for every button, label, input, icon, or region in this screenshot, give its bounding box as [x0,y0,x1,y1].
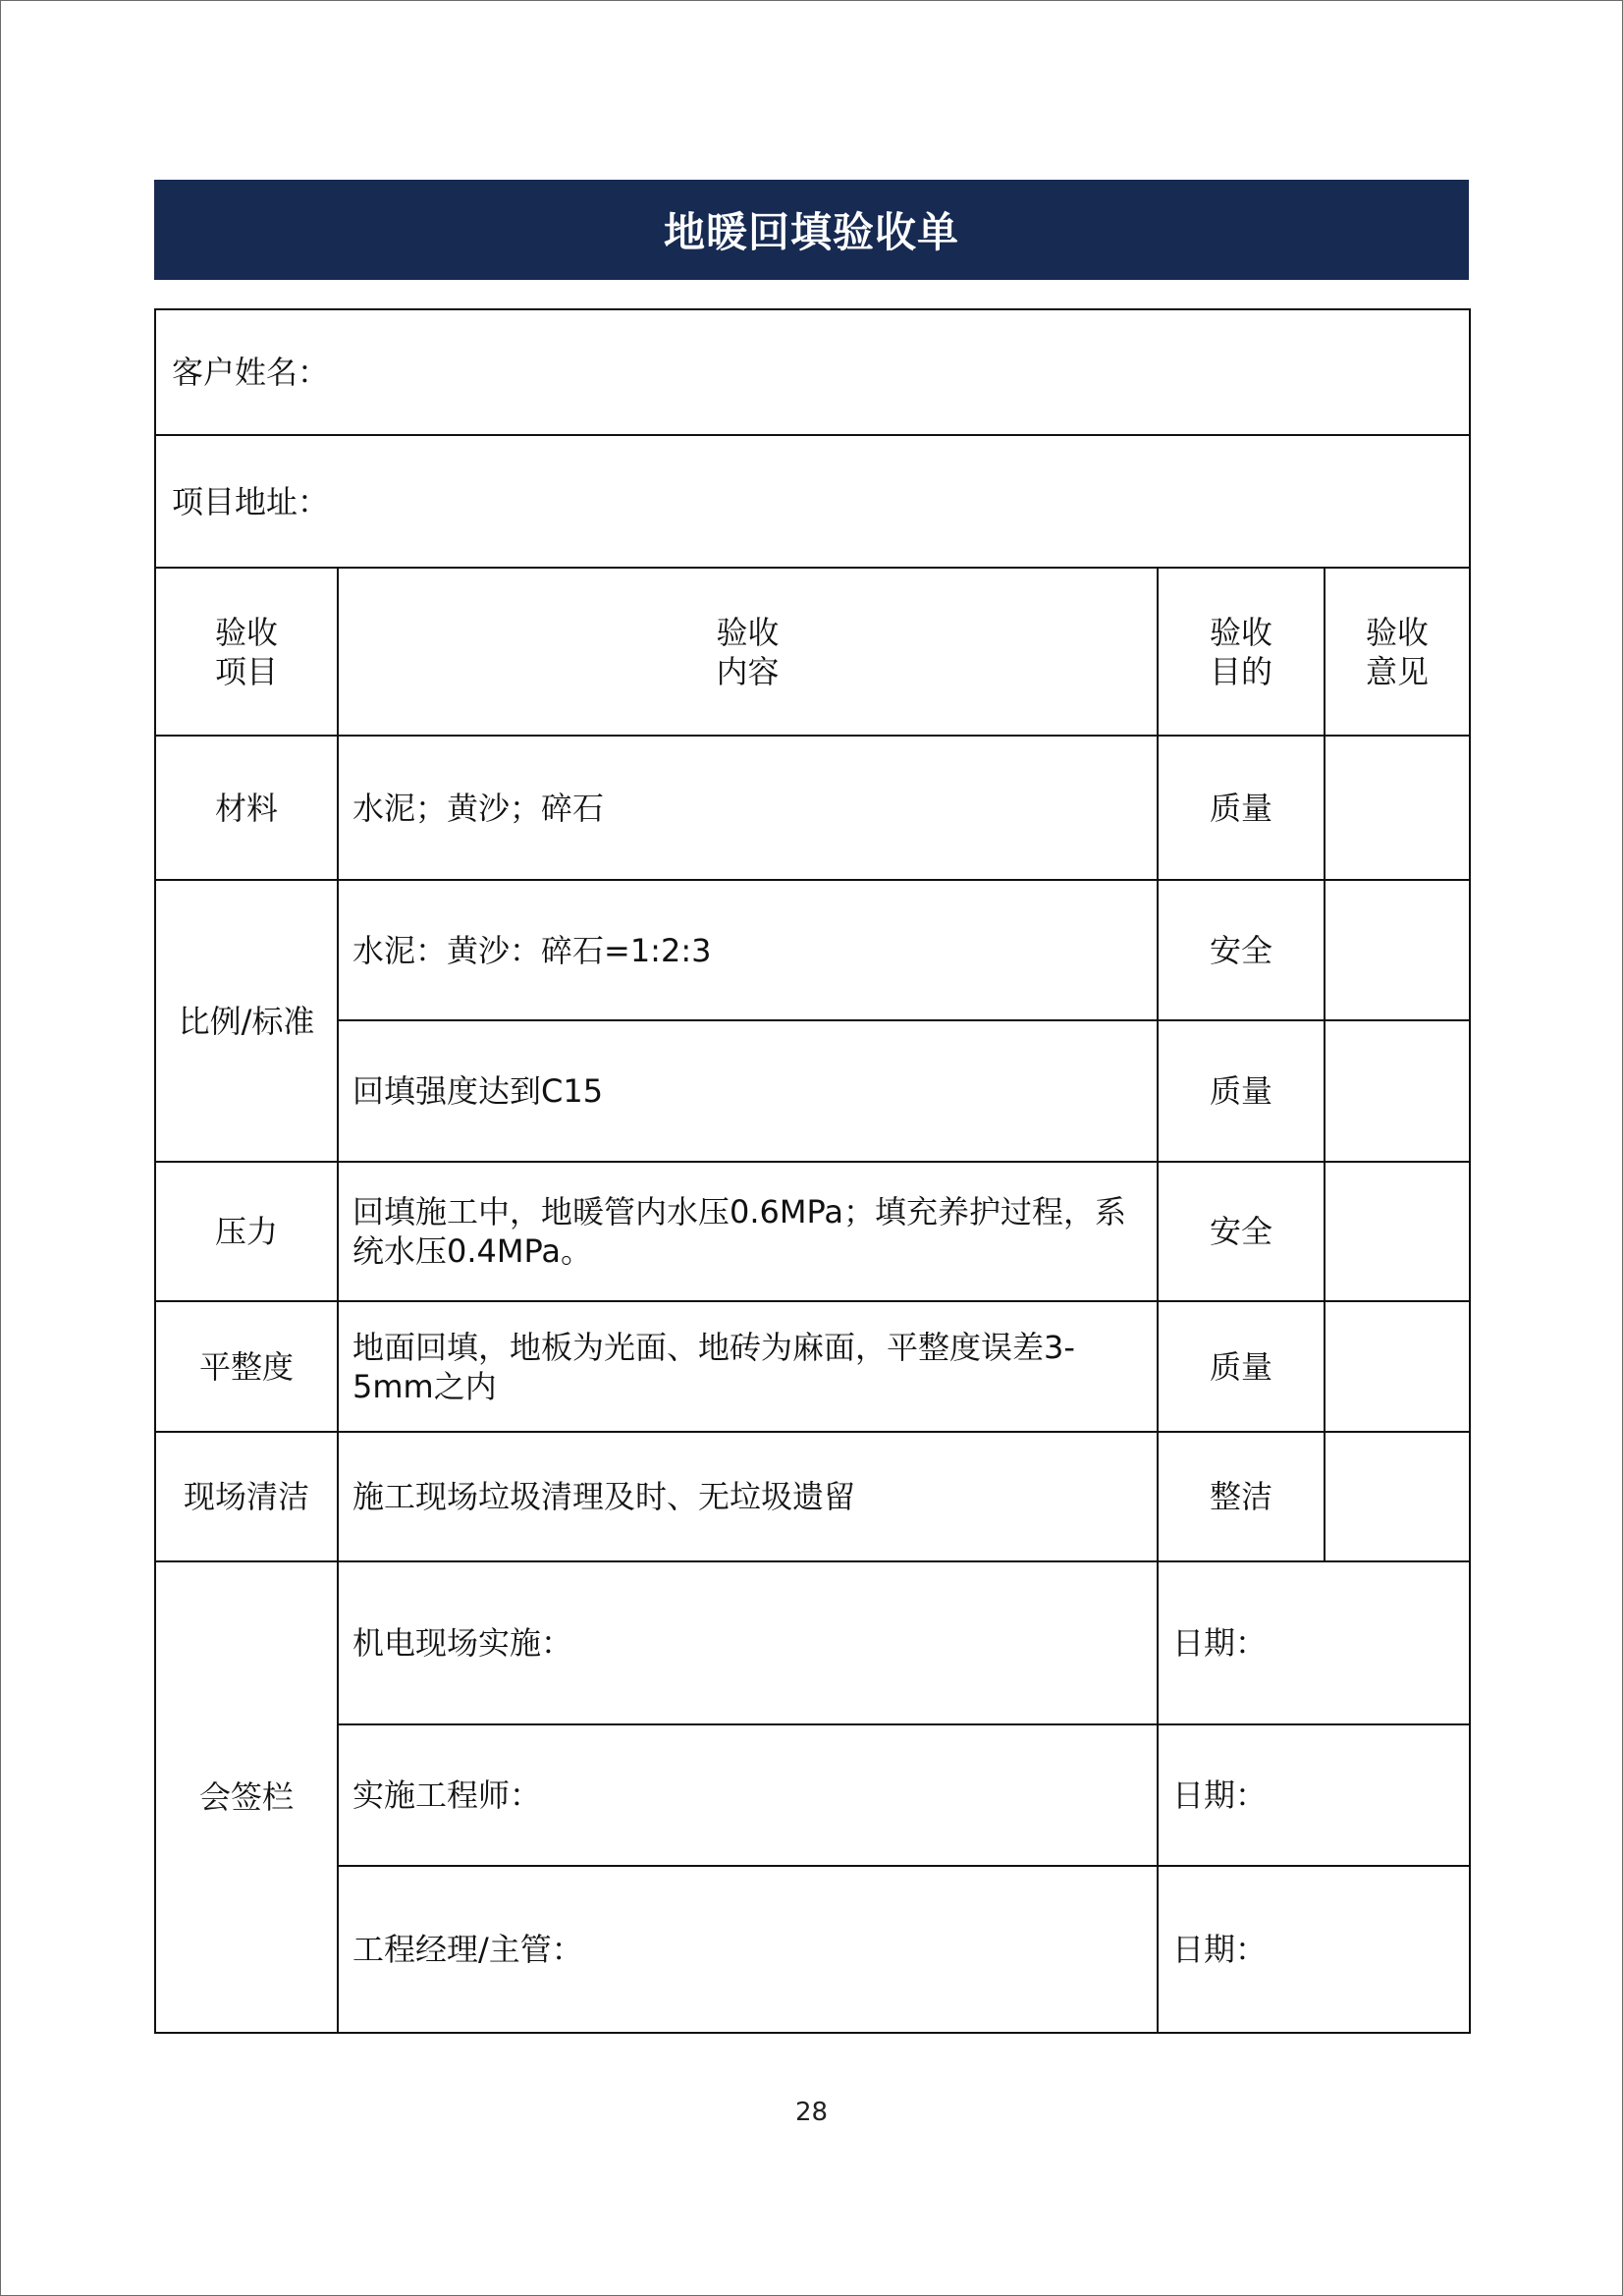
project-address-row [155,435,1470,568]
purpose-ratio-strength: 质量 [1158,1020,1325,1162]
opinion-ratio-mix-cell[interactable] [1325,880,1470,1020]
opinion-cleaning-cell[interactable] [1325,1432,1470,1561]
header-purpose: 验收 目的 [1158,568,1325,736]
item-cleaning: 现场清洁 [155,1432,338,1561]
acceptance-form-table [154,308,1471,2034]
signoff-label: 会签栏 [155,1561,338,2033]
content-ratio-mix: 水泥：黄沙：碎石=1:2:3 [338,880,1158,1020]
signoff-row [155,1724,1470,1866]
signoff-onsite-date-field[interactable] [1158,1561,1470,1724]
opinion-ratio-strength-cell[interactable] [1325,1020,1470,1162]
purpose-pressure: 安全 [1158,1162,1325,1301]
opinion-flatness-cell[interactable] [1325,1301,1470,1432]
table-row [155,1020,1470,1162]
signoff-manager-label: 工程经理/主管： [352,1931,583,1968]
signoff-onsite-field[interactable] [338,1561,1158,1724]
signoff-row [155,1561,1470,1724]
purpose-flatness: 质量 [1158,1301,1325,1432]
signoff-onsite-label: 机电现场实施： [352,1624,573,1662]
signoff-engineer-date-field[interactable] [1158,1724,1470,1866]
header-opinion: 验收 意见 [1325,568,1470,736]
purpose-cleaning: 整洁 [1158,1432,1325,1561]
table-row [155,1432,1470,1561]
item-flatness: 平整度 [155,1301,338,1432]
date-label: 日期： [1172,1931,1268,1968]
table-row [155,1162,1470,1301]
content-cleaning: 施工现场垃圾清理及时、无垃圾遗留 [338,1432,1158,1561]
signoff-row [155,1866,1470,2033]
customer-name-field[interactable] [155,309,1470,435]
header-item: 验收 项目 [155,568,338,736]
signoff-manager-date-field[interactable] [1158,1866,1470,2033]
project-address-field[interactable] [155,435,1470,568]
header-row [155,568,1470,736]
item-ratio: 比例/标准 [155,880,338,1162]
date-label: 日期： [1172,1777,1268,1814]
date-label: 日期： [1172,1624,1268,1662]
opinion-material-cell[interactable] [1325,736,1470,880]
purpose-material: 质量 [1158,736,1325,880]
project-address-label: 项目地址： [172,482,330,520]
content-pressure: 回填施工中，地暖管内水压0.6MPa；填充养护过程，系统水压0.4MPa。 [338,1162,1158,1301]
content-material: 水泥；黄沙；碎石 [338,736,1158,880]
table-row [155,736,1470,880]
item-material: 材料 [155,736,338,880]
signoff-engineer-label: 实施工程师： [352,1777,542,1814]
purpose-ratio-mix: 安全 [1158,880,1325,1020]
page-number: 28 [794,2098,829,2127]
content-flatness: 地面回填，地板为光面、地砖为麻面，平整度误差3-5mm之内 [338,1301,1158,1432]
table-row [155,880,1470,1020]
content-ratio-strength: 回填强度达到C15 [338,1020,1158,1162]
form-title: 地暖回填验收单 [154,180,1469,280]
signoff-manager-field[interactable] [338,1866,1158,2033]
signoff-engineer-field[interactable] [338,1724,1158,1866]
customer-name-label: 客户姓名： [172,354,330,391]
header-content: 验收 内容 [338,568,1158,736]
customer-name-row [155,309,1470,435]
item-pressure: 压力 [155,1162,338,1301]
opinion-pressure-cell[interactable] [1325,1162,1470,1301]
table-row [155,1301,1470,1432]
